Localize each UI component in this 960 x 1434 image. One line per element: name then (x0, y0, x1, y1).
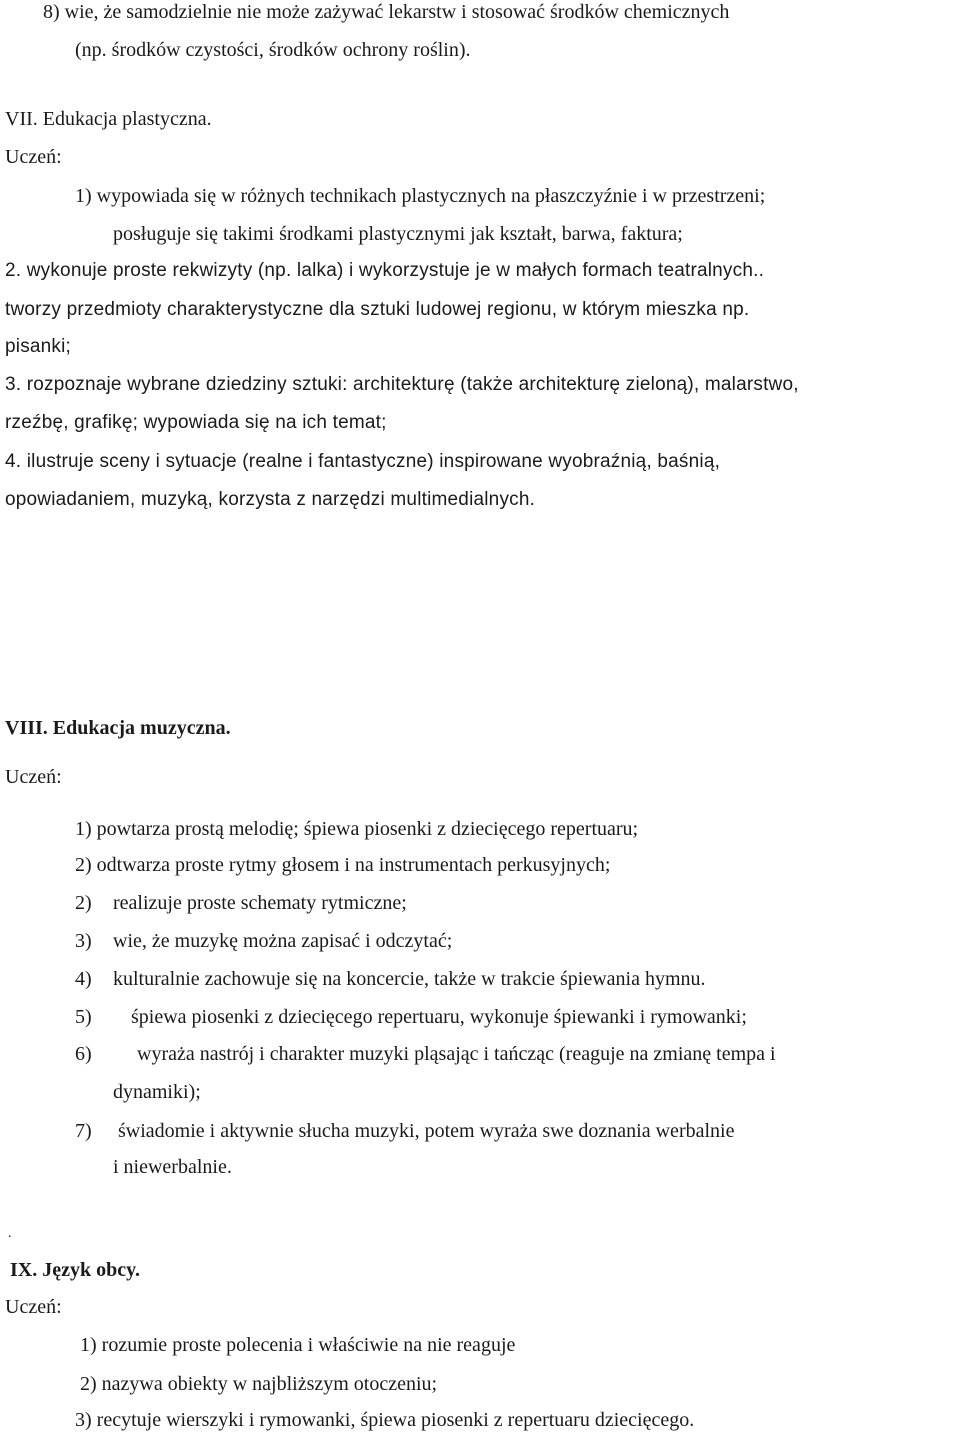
vii-item2-line1: 2. wykonuje proste rekwizyty (np. lalka) i wykorzystuje je w małych formach teatralnych.. (5, 260, 765, 281)
vii-item3-line2: rzeźbę, grafikę; wypowiada się na ich temat; (5, 412, 387, 433)
vii-item3-line1: 3. rozpoznaje wybrane dziedziny sztuki: architekturę (także architekturę zieloną), malarstwo, (5, 374, 799, 395)
stray-dot: . (8, 1226, 12, 1241)
viii-item-h-number: 7) (75, 1120, 92, 1142)
section-vii-student: Uczeń: (5, 146, 62, 168)
vii-item2-line2: tworzy przedmioty charakterystyczne dla sztuki ludowej regionu, w którym mieszka np. (5, 299, 750, 320)
viii-item-c: realizuje proste schematy rytmiczne; (113, 892, 407, 914)
viii-item-h-line2: i niewerbalnie. (113, 1156, 232, 1178)
section-vii-title: VII. Edukacja plastyczna. (5, 108, 212, 130)
viii-item-b: 2) odtwarza proste rytmy głosem i na instrumentach perkusyjnych; (75, 854, 611, 876)
ix-item2: 2) nazywa obiekty w najbliższym otoczeniu; (80, 1373, 438, 1395)
viii-item-h-line1: świadomie i aktywnie słucha muzyki, potem wyraża swe doznania werbalnie (118, 1120, 735, 1142)
viii-item-g-line1: wyraża nastrój i charakter muzyki pląsając i tańcząc (reaguje na zmianę tempa i (137, 1043, 776, 1065)
viii-item-d-number: 3) (75, 930, 92, 952)
ix-item1: 1) rozumie proste polecenia i właściwie na nie reaguje (80, 1334, 516, 1356)
section-viii-student: Uczeń: (5, 766, 62, 788)
viii-item-f-number: 5) (75, 1006, 92, 1028)
viii-item-d: wie, że muzykę można zapisać i odczytać; (113, 930, 453, 952)
section-ix-student: Uczeń: (5, 1296, 62, 1318)
item8-line1: 8) wie, że samodzielnie nie może zażywać lekarstw i stosować środków chemicznych (43, 1, 730, 23)
vii-item4-line2: opowiadaniem, muzyką, korzysta z narzędzi multimedialnych. (5, 489, 536, 510)
viii-item-f: śpiewa piosenki z dziecięcego repertuaru, wykonuje śpiewanki i rymowanki; (131, 1006, 747, 1028)
vii-item1-line2: posługuje się takimi środkami plastycznymi jak kształt, barwa, faktura; (113, 223, 683, 245)
viii-item-g-line2: dynamiki); (113, 1081, 201, 1103)
section-ix-title: IX. Język obcy. (10, 1259, 140, 1281)
ix-item3: 3) recytuje wierszyki i rymowanki, śpiewa piosenki z repertuaru dziecięcego. (75, 1409, 695, 1431)
section-viii-title: VIII. Edukacja muzyczna. (5, 717, 231, 739)
vii-item4-line1: 4. ilustruje sceny i sytuacje (realne i fantastyczne) inspirowane wyobraźnią, baśnią, (5, 451, 721, 472)
vii-item2-line3: pisanki; (5, 336, 72, 357)
viii-item-g-number: 6) (75, 1043, 92, 1065)
viii-item-a: 1) powtarza prostą melodię; śpiewa piosenki z dziecięcego repertuaru; (75, 818, 639, 840)
viii-item-c-number: 2) (75, 892, 92, 914)
item8-line2: (np. środków czystości, środków ochrony roślin). (75, 39, 471, 61)
vii-item1-line1: 1) wypowiada się w różnych technikach plastycznych na płaszczyźnie i w przestrzeni; (75, 185, 766, 207)
viii-item-e: kulturalnie zachowuje się na koncercie, także w trakcie śpiewania hymnu. (113, 968, 706, 990)
viii-item-e-number: 4) (75, 968, 92, 990)
